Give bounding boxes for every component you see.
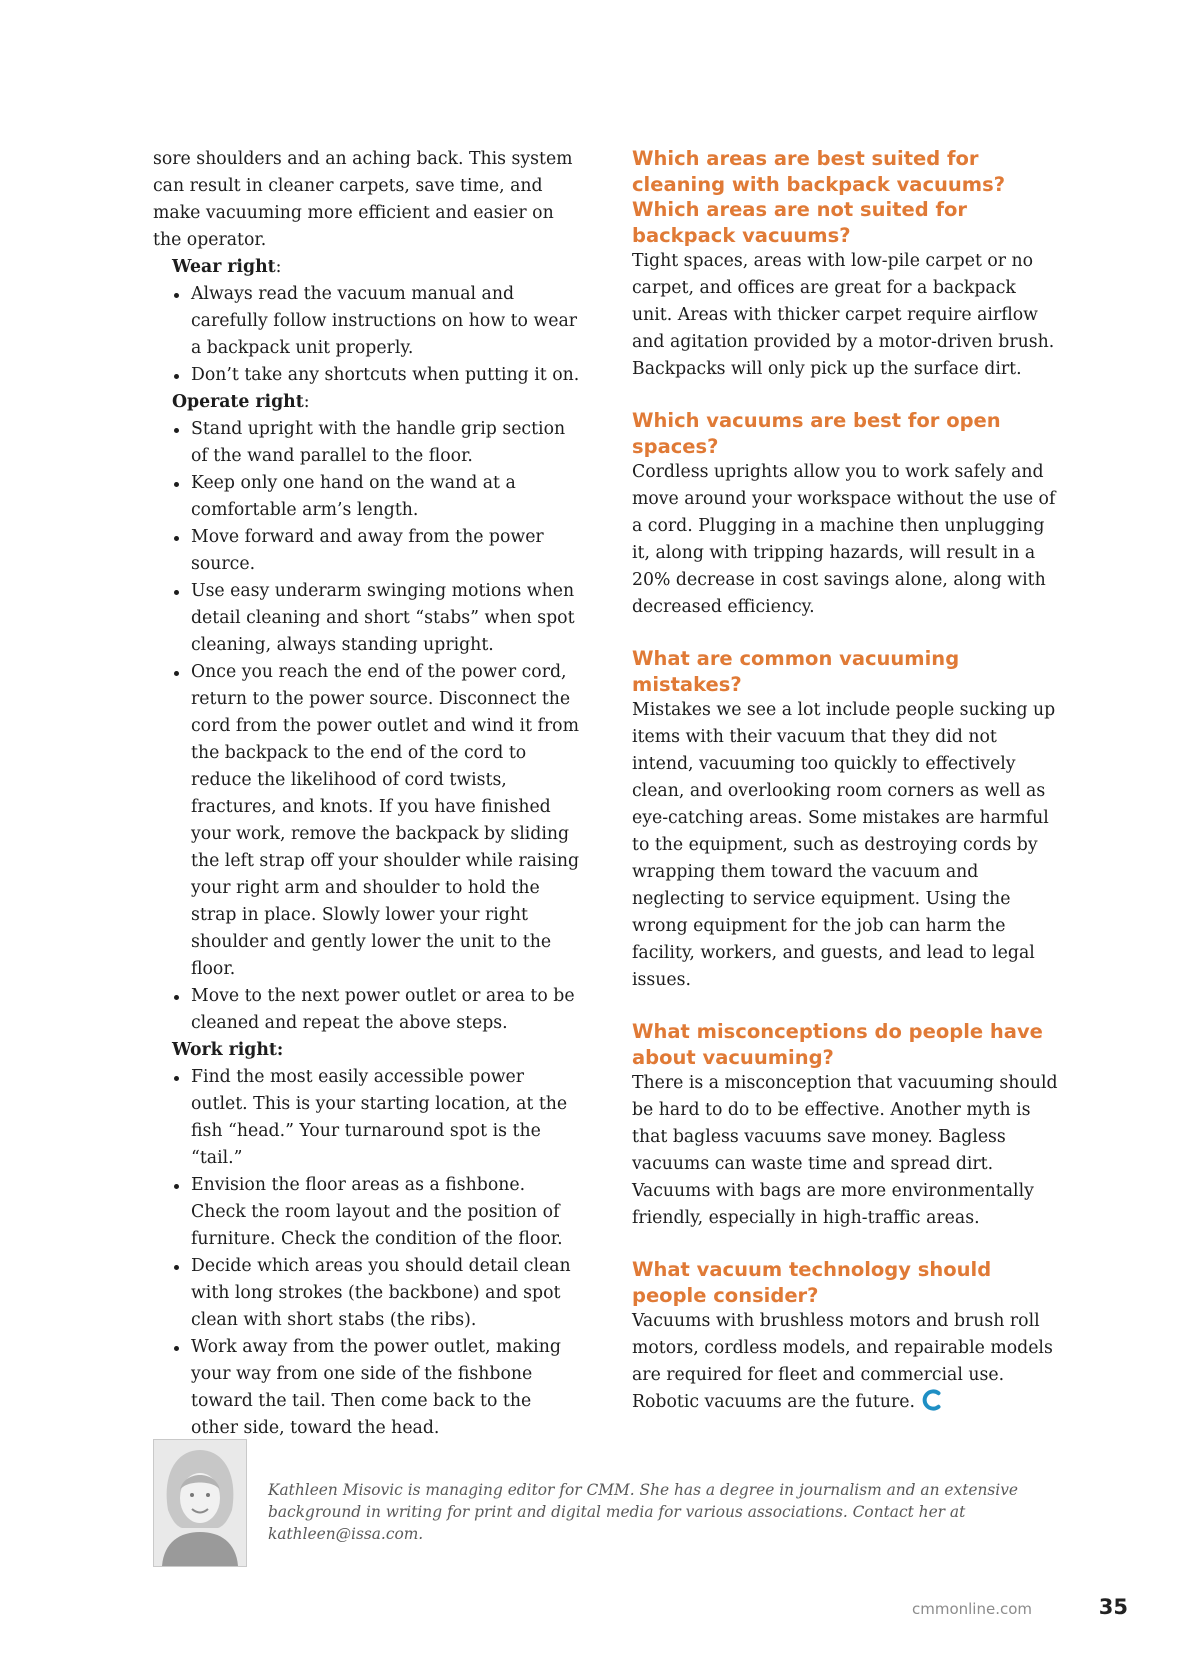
qa-section xyxy=(632,646,1060,994)
page-number: 35 xyxy=(1098,1595,1128,1619)
list-item: Envision the floor areas as a fishbone. Check the room layout and the position of furniture. Check the condition of the floor. xyxy=(153,1172,583,1253)
list-item: Always read the vacuum manual and carefully follow instructions on how to wear a backpack unit properly. xyxy=(153,281,583,362)
list-item: Move forward and away from the power source. xyxy=(153,524,583,578)
list-item: Stand upright with the handle grip section of the wand parallel to the floor. xyxy=(153,416,583,470)
list-item: Decide which areas you should detail clean with long strokes (the backbone) and spot clean with short stabs (the ribs). xyxy=(153,1253,583,1334)
work-right-list xyxy=(153,1064,583,1442)
operate-right-label: Operate right: xyxy=(172,392,310,412)
section-body-final xyxy=(632,1308,1060,1416)
author-bio xyxy=(153,1439,1073,1569)
footer-site-url: cmmonline.com xyxy=(911,1600,1032,1618)
section-body: Cordless uprights allow you to work safely and move around your workspace without the use of a cord. Plugging in a machine then unplugging it, along with tripping hazards, will result in a 20% decrease in cost savings alone, along with decreased efficiency. xyxy=(632,462,1056,617)
qa-section xyxy=(632,1257,1060,1416)
section-heading: Which vacuums are best for open spaces? xyxy=(632,409,1001,458)
bio-text: Kathleen Misovic is managing editor for CMM. She has a degree in journalism and an extensive background in writing for print and digital media for various associations. Contact her at kathleen@issa.com. xyxy=(268,1481,1019,1543)
author-photo xyxy=(153,1439,247,1567)
section-body: Mistakes we see a lot include people sucking up items with their vacuum that they did not intend, vacuuming too quickly to effectively clean, and overlooking room corners as well as eye-catching areas. Some mistakes are harmful to the equipment, such as destroying cords by wrapping them toward the vacuum and neglecting to service equipment. Using the wrong equipment for the job can harm the facility, workers, and guests, and lead to legal issues. xyxy=(632,700,1056,990)
section-heading: What vacuum technology should people consider? xyxy=(632,1258,992,1307)
work-right-label: Work right: xyxy=(172,1040,284,1060)
intro-paragraph: sore shoulders and an aching back. This system can result in cleaner carpets, save time, and make vacuuming more efficient and easier on the operator. xyxy=(153,149,573,250)
list-item: Keep only one hand on the wand at a comfortable arm’s length. xyxy=(153,470,583,524)
person-portrait-icon xyxy=(154,1440,246,1566)
list-item: Find the most easily accessible power outlet. This is your starting location, at the fish “head.” Your turnaround spot is the “tail.” xyxy=(153,1064,583,1172)
section-body: There is a misconception that vacuuming should be hard to do to be effective. Another myth is that bagless vacuums save money. Bagless vacuums can waste time and spread dirt. Vacuums with bags are more environmentally friendly, especially in high-traffic areas. xyxy=(632,1073,1058,1228)
left-column xyxy=(153,146,583,1442)
right-column xyxy=(632,146,1060,1441)
list-item: Use easy underarm swinging motions when detail cleaning and short “stabs” when spot cleaning, always standing upright. xyxy=(153,578,583,659)
list-item: Work away from the power outlet, making your way from one side of the fishbone toward the tail. Then come back to the other side, toward the head. xyxy=(153,1334,583,1442)
section-heading: What misconceptions do people have about vacuuming? xyxy=(632,1020,1043,1069)
operate-right-list xyxy=(153,416,583,1037)
section-heading: What are common vacuuming mistakes? xyxy=(632,647,960,696)
wear-right-list xyxy=(153,281,583,389)
list-item: Don’t take any shortcuts when putting it on. xyxy=(153,362,583,389)
section-body: Tight spaces, areas with low-pile carpet or no carpet, and offices are great for a backpack unit. Areas with thicker carpet require airflow and agitation provided by a motor-driven brush. Backpacks will only pick up the surface dirt. xyxy=(632,251,1055,379)
section-heading: Which areas are best suited for cleaning with backpack vacuums? Which areas are not suited for backpack vacuums? xyxy=(632,147,1006,247)
wear-right-label: Wear right: xyxy=(172,257,282,277)
list-item: Once you reach the end of the power cord, return to the power source. Disconnect the cord from the power outlet and wind it from the backpack to the end of the cord to reduce the likelihood of cord twists, fractures, and knots. If you have finished your work, remove the backpack by sliding the left strap off your shoulder while raising your right arm and shoulder to hold the strap in place. Slowly lower your right shoulder and gently lower the unit to the floor. xyxy=(153,659,583,983)
list-item: Move to the next power outlet or area to be cleaned and repeat the above steps. xyxy=(153,983,583,1037)
qa-section xyxy=(632,408,1060,621)
cmm-c-logo-icon xyxy=(921,1389,943,1411)
qa-section xyxy=(632,1019,1060,1232)
qa-section xyxy=(632,146,1060,383)
section-body: Vacuums with brushless motors and brush roll motors, cordless models, and repairable models are required for fleet and commercial use. Robotic vacuums are the future. xyxy=(632,1311,1053,1412)
